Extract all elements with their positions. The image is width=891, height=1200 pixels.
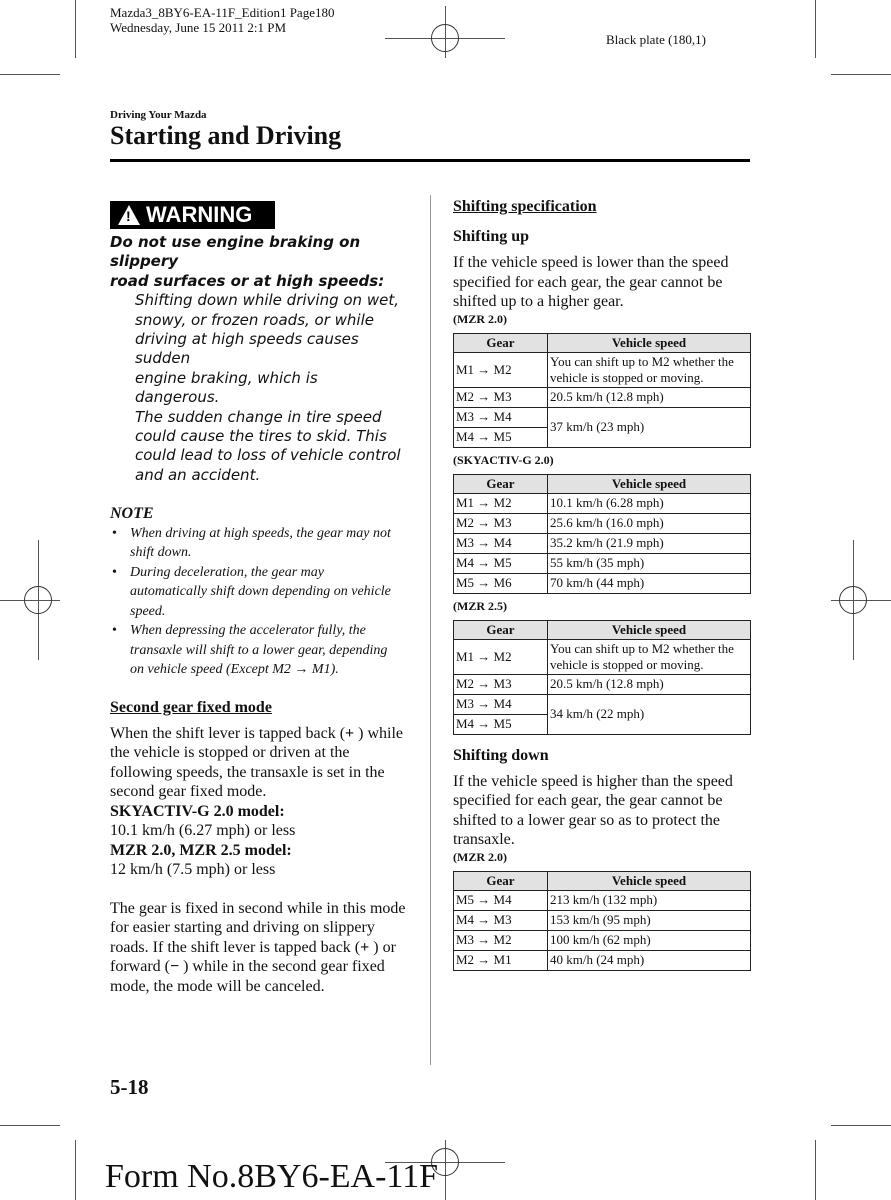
warning-line: and an accident.	[135, 465, 261, 484]
header-vehicle-speed: Vehicle speed	[548, 474, 751, 493]
warning-line: could cause the tires to skid. This	[135, 427, 387, 446]
warning-heading	[110, 233, 406, 291]
table-row	[454, 639, 751, 674]
section-label: Driving Your Mazda	[110, 109, 207, 121]
gear-cell: M4 → M5	[454, 553, 548, 573]
gear-cell: M1 → M2	[454, 352, 548, 387]
second-gear-paragraph-2	[110, 899, 406, 997]
warning-line: snowy, or frozen roads, or while	[135, 310, 374, 329]
gear-cell: M2 → M1	[454, 950, 548, 970]
registration-mark	[839, 586, 867, 614]
warning-line: Shifting down while driving on wet,	[135, 291, 399, 310]
speed-cell: 37 km/h (23 mph)	[548, 407, 751, 447]
print-job-name: Mazda3_8BY6-EA-11F_Edition1 Page180	[110, 5, 335, 20]
gear-cell: M3 → M2	[454, 930, 548, 950]
note-title: NOTE	[110, 505, 154, 523]
left-column	[110, 201, 406, 996]
header-gear: Gear	[454, 333, 548, 352]
gear-cell: M4 → M5	[454, 714, 548, 734]
table-caption: (SKYACTIV-G 2.0)	[453, 452, 554, 467]
minus-icon: −	[169, 958, 180, 976]
header-vehicle-speed: Vehicle speed	[548, 333, 751, 352]
column-divider	[430, 195, 431, 1065]
header-gear: Gear	[454, 871, 548, 890]
page-number: 5-18	[110, 1075, 149, 1099]
warning-heading-line: road surfaces or at high speeds:	[110, 271, 385, 290]
table-header-row	[454, 333, 751, 352]
warning-icon: !	[118, 205, 140, 225]
table-header-row	[454, 871, 751, 890]
registration-mark	[431, 24, 459, 52]
gear-cell: M3 → M4	[454, 694, 548, 714]
gear-cell: M1 → M2	[454, 639, 548, 674]
warning-heading-line: Do not use engine braking on slippery	[110, 233, 361, 271]
print-header	[110, 5, 334, 35]
table-row	[454, 910, 751, 930]
table-header-row	[454, 620, 751, 639]
table-caption: (MZR 2.5)	[453, 598, 507, 613]
speed-cell: 10.1 km/h (6.28 mph)	[548, 493, 751, 513]
page-title: Starting and Driving	[110, 121, 342, 150]
right-column	[453, 198, 751, 971]
note-item: • During deceleration, the gear may automatically shift down depending on vehicle speed.	[110, 563, 404, 622]
speed-cell: You can shift up to M2 whether the vehicle is stopped or moving.	[548, 639, 751, 674]
table-row	[454, 674, 751, 694]
speed-table-block	[453, 599, 751, 735]
shifting-down-text: If the vehicle speed is higher than the speed specified for each gear, the gear cannot be shifted to a lower gear so as to protect the transaxle.	[453, 772, 733, 848]
gear-cell: M2 → M3	[454, 513, 548, 533]
plus-icon: +	[345, 724, 355, 742]
speed-table	[453, 871, 751, 971]
note	[110, 504, 404, 680]
table-caption: (MZR 2.0)	[453, 849, 507, 864]
warning-line: driving at high speeds causes sudden	[135, 330, 359, 368]
table-caption: (MZR 2.0)	[453, 311, 507, 326]
speed-cell: 70 km/h (44 mph)	[548, 573, 751, 593]
gear-cell: M5 → M6	[454, 573, 548, 593]
registration-mark	[24, 586, 52, 614]
table-row	[454, 407, 751, 427]
warning-body	[110, 291, 406, 485]
gear-cell: M2 → M3	[454, 387, 548, 407]
gear-cell: M4 → M5	[454, 427, 548, 447]
warning-line: The sudden change in tire speed	[135, 407, 382, 426]
note-item: • When driving at high speeds, the gear may not shift down.	[110, 524, 404, 563]
warning-label	[110, 201, 275, 229]
gear-cell: M4 → M3	[454, 910, 548, 930]
header-vehicle-speed: Vehicle speed	[548, 871, 751, 890]
speed-table-block	[453, 312, 751, 448]
gear-cell: M5 → M4	[454, 890, 548, 910]
text: ) while in the second gear fixed mode, the mode will be canceled.	[110, 958, 385, 995]
speed-table	[453, 474, 751, 594]
table-row	[454, 553, 751, 573]
table-row	[454, 694, 751, 714]
crop-mark	[0, 74, 60, 75]
gear-cell: M1 → M2	[454, 493, 548, 513]
crop-mark	[815, 1140, 816, 1200]
speed-table-block	[453, 453, 751, 594]
table-row	[454, 352, 751, 387]
warning-title: WARNING	[146, 202, 253, 227]
warning-line: engine braking, which is dangerous.	[135, 368, 318, 407]
crop-mark	[75, 1140, 76, 1200]
speed-cell: 40 km/h (24 mph)	[548, 950, 751, 970]
speed-table-block	[453, 850, 751, 971]
header-vehicle-speed: Vehicle speed	[548, 620, 751, 639]
header-gear: Gear	[454, 474, 548, 493]
shifting-up-heading: Shifting up	[453, 228, 530, 245]
speed-cell: You can shift up to M2 whether the vehicle is stopped or moving.	[548, 352, 751, 387]
speed-cell: 153 km/h (95 mph)	[548, 910, 751, 930]
speed-cell: 34 km/h (22 mph)	[548, 694, 751, 734]
mzr-value: 12 km/h (7.5 mph) or less	[110, 861, 276, 879]
plus-icon: +	[360, 938, 370, 956]
shifting-spec-heading: Shifting specification	[453, 198, 597, 215]
gear-cell: M3 → M4	[454, 407, 548, 427]
table-row	[454, 950, 751, 970]
header-gear: Gear	[454, 620, 548, 639]
table-header-row	[454, 474, 751, 493]
speed-table	[453, 333, 751, 448]
skyactiv-label: SKYACTIV-G 2.0 model:	[110, 802, 285, 820]
crop-mark	[0, 1125, 60, 1126]
text: When the shift lever is tapped back (	[110, 724, 346, 742]
speed-cell: 35.2 km/h (21.9 mph)	[548, 533, 751, 553]
speed-cell: 100 km/h (62 mph)	[548, 930, 751, 950]
warning-line: could lead to loss of vehicle control	[135, 446, 401, 465]
crop-mark	[815, 0, 816, 58]
gear-cell: M2 → M3	[454, 674, 548, 694]
table-row	[454, 533, 751, 553]
table-row	[454, 387, 751, 407]
crop-mark	[831, 1125, 891, 1126]
gear-cell: M3 → M4	[454, 533, 548, 553]
second-gear-heading: Second gear fixed mode	[110, 698, 272, 716]
text: ) while the vehicle is stopped or driven at the following speeds, the transaxle is set in the second gear fixed mode.	[110, 724, 404, 801]
mzr-label: MZR 2.0, MZR 2.5 model:	[110, 841, 292, 859]
note-item: • When depressing the accelerator fully, the transaxle will shift to a lower gear, depending on vehicle speed (Except M2 → M1).	[110, 621, 404, 680]
table-row	[454, 513, 751, 533]
speed-table	[453, 620, 751, 735]
title-rule	[110, 159, 750, 162]
speed-cell: 20.5 km/h (12.8 mph)	[548, 674, 751, 694]
shifting-down-heading: Shifting down	[453, 746, 549, 764]
form-number: Form No.8BY6-EA-11F	[105, 1158, 439, 1195]
shifting-up-text: If the vehicle speed is lower than the speed specified for each gear, the gear cannot be shifted up to a higher gear.	[453, 254, 729, 310]
speed-cell: 20.5 km/h (12.8 mph)	[548, 387, 751, 407]
second-gear-paragraph	[110, 724, 406, 802]
crop-mark	[75, 0, 76, 58]
table-row	[454, 930, 751, 950]
speed-cell: 55 km/h (35 mph)	[548, 553, 751, 573]
speed-cell: 213 km/h (132 mph)	[548, 890, 751, 910]
table-row	[454, 573, 751, 593]
crop-mark	[831, 74, 891, 75]
table-row	[454, 890, 751, 910]
skyactiv-value: 10.1 km/h (6.27 mph) or less	[110, 822, 296, 840]
table-row	[454, 493, 751, 513]
black-plate: Black plate (180,1)	[606, 32, 706, 47]
speed-cell: 25.6 km/h (16.0 mph)	[548, 513, 751, 533]
text: The gear is fixed in second while in this mode for easier starting and driving on slippery roads. If the shift lever is tapped back (	[110, 899, 406, 956]
print-timestamp: Wednesday, June 15 2011 2:1 PM	[110, 20, 287, 35]
text: ) or forward (	[110, 938, 396, 976]
